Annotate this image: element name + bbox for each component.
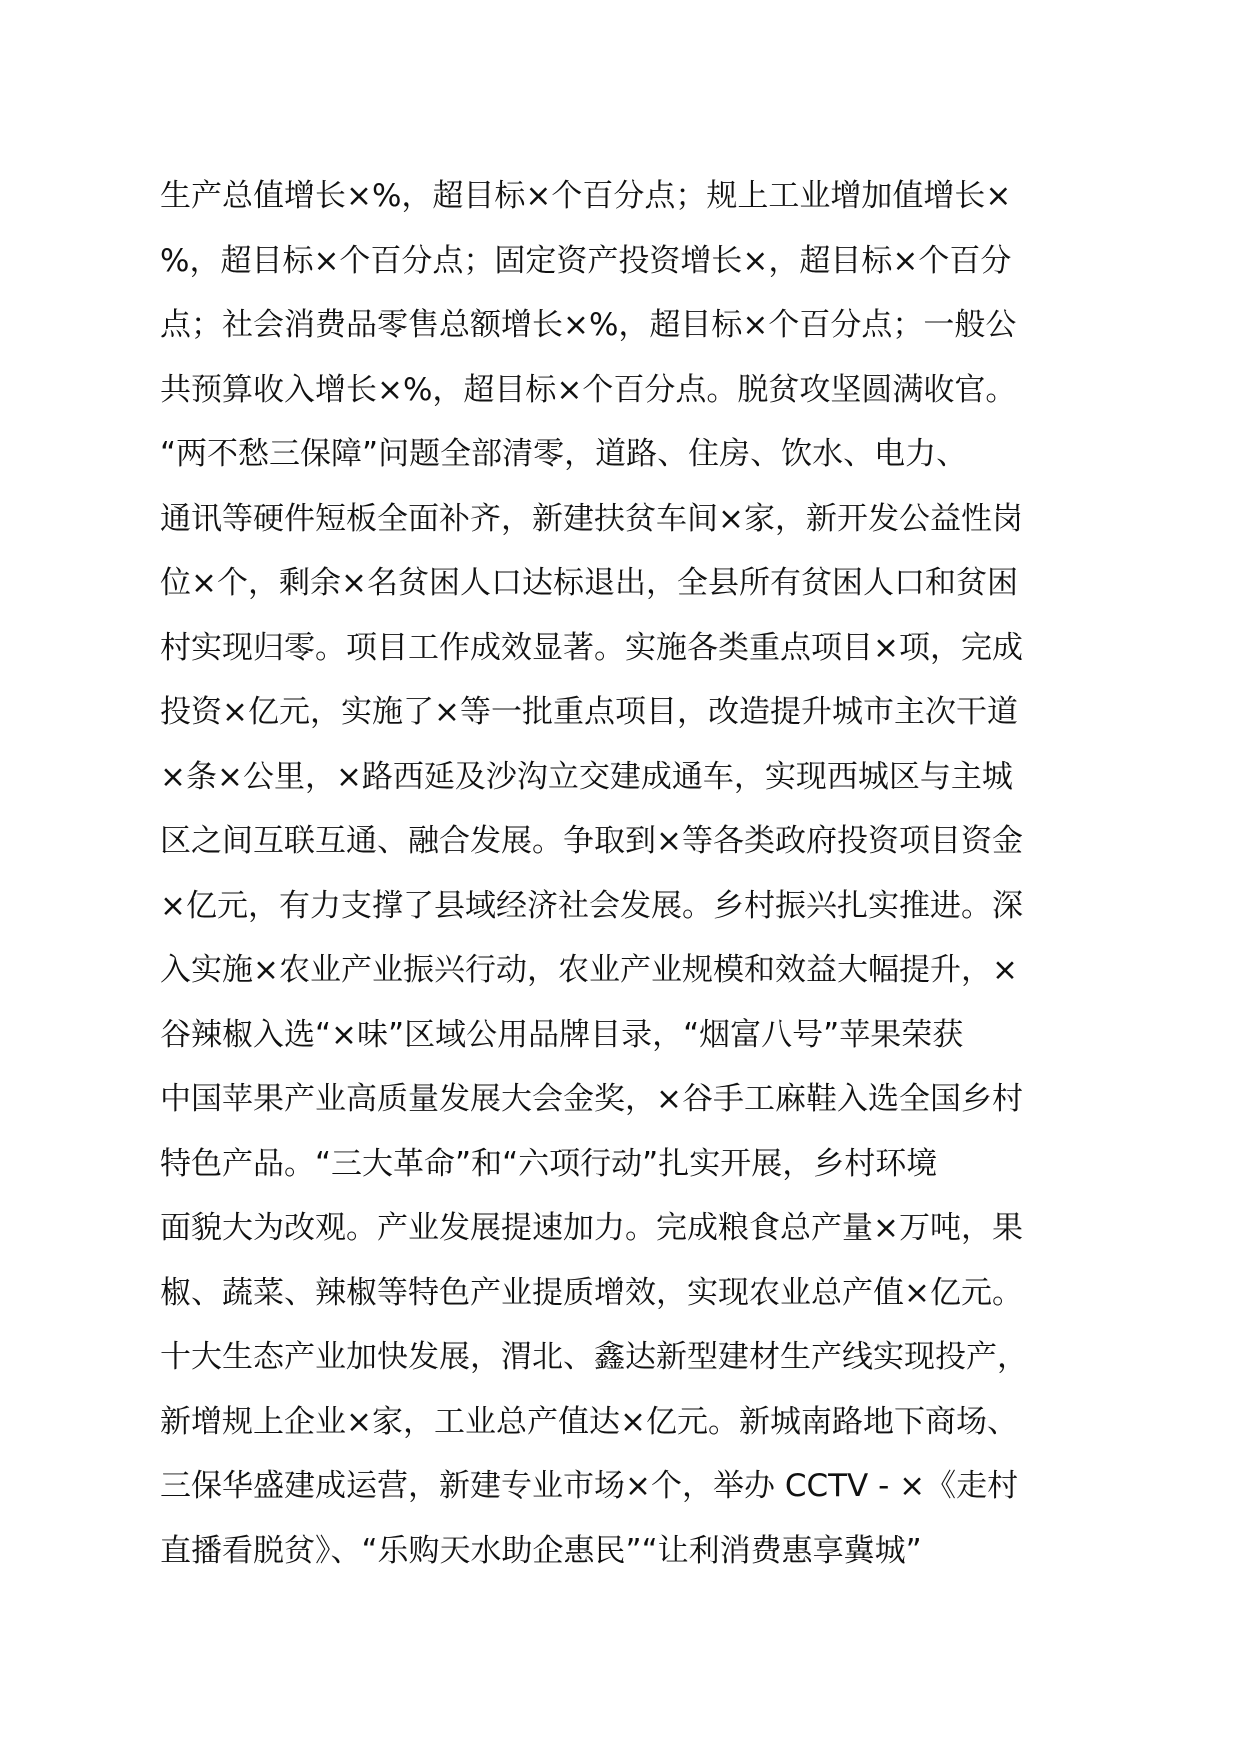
text-line-17: 面貌大为改观。产业发展提速加力。完成粮食总产量×万吨，果 <box>160 1210 1023 1246</box>
text-line-10: ×条×公里，×路西延及沙沟立交建成通车，实现西城区与主城 <box>160 758 1013 795</box>
text-line-19: 十大生态产业加快发展，渭北、鑫达新型建材生产线实现投产， <box>160 1339 1028 1375</box>
text-line-11: 区之间互联互通、融合发展。争取到×等各类政府投资项目资金 <box>160 823 1023 859</box>
text-line-5: “两不愁三保障”问题全部清零，道路、住房、饮水、电力、 <box>160 436 968 472</box>
text-line-3: 点；社会消费品零售总额增长×%，超目标×个百分点；一般公 <box>160 307 1017 343</box>
text-line-4: 共预算收入增长×%，超目标×个百分点。脱贫攻坚圆满收官。 <box>160 371 1017 408</box>
body-text <box>160 164 1120 1583</box>
text-line-13: 入实施×农业产业振兴行动，农业产业规模和效益大幅提升，× <box>160 952 1018 988</box>
text-line-9: 投资×亿元，实施了×等一批重点项目，改造提升城市主次干道 <box>160 694 1018 730</box>
text-line-22: 直播看脱贫》、“乐购天水助企惠民”“让利消费惠享冀城” <box>160 1532 922 1569</box>
text-line-7: 位×个，剩余×名贫困人口达标退出，全县所有贫困人口和贫困 <box>160 565 1018 601</box>
text-line-21: 三保华盛建成运营，新建专业市场×个，举办 CCTV - ×《走村 <box>160 1468 1019 1504</box>
text-line-14: 谷辣椒入选“×味”区域公用品牌目录，“烟富八号”苹果荣获 <box>160 1016 964 1053</box>
text-line-20: 新增规上企业×家，工业总产值达×亿元。新城南路地下商场、 <box>160 1403 1018 1440</box>
text-line-12: ×亿元，有力支撑了县域经济社会发展。乡村振兴扎实推进。深 <box>160 887 1023 924</box>
text-line-2: %，超目标×个百分点；固定资产投资增长×，超目标×个百分 <box>160 242 1012 279</box>
text-line-8: 村实现归零。项目工作成效显著。实施各类重点项目×项，完成 <box>160 629 1023 666</box>
text-line-16: 特色产品。“三大革命”和“六项行动”扎实开展，乡村环境 <box>160 1145 938 1182</box>
text-line-18: 椒、蔬菜、辣椒等特色产业提质增效，实现农业总产值×亿元。 <box>160 1274 1023 1311</box>
text-line-6: 通讯等硬件短板全面补齐，新建扶贫车间×家，新开发公益性岗 <box>160 500 1023 537</box>
text-line-1: 生产总值增长×%，超目标×个百分点；规上工业增加值增长× <box>160 178 1012 214</box>
text-line-15: 中国苹果产业高质量发展大会金奖，×谷手工麻鞋入选全国乡村 <box>160 1081 1023 1117</box>
